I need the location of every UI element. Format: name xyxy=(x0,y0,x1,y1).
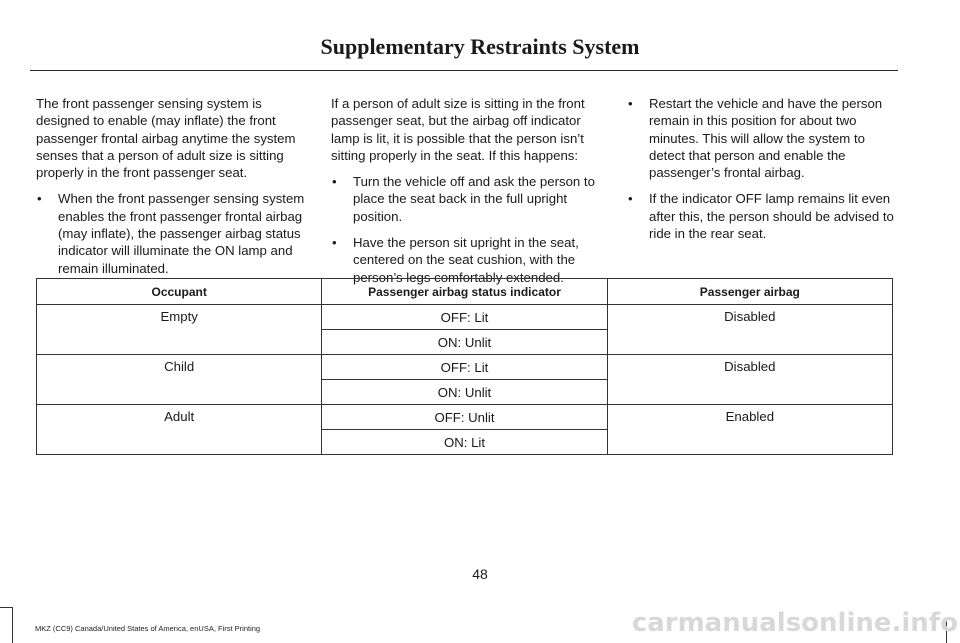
text-column-2 xyxy=(331,95,601,295)
indicator-off-cell: OFF: Lit xyxy=(322,355,607,380)
list-item-text: Have the person sit upright in the seat, centered on the seat cushion, with the person’s legs comfortably extended. xyxy=(353,235,579,285)
crop-mark-left-vertical xyxy=(12,607,13,643)
bullet-icon: • xyxy=(628,191,633,207)
bullet-icon: • xyxy=(332,235,337,251)
airbag-cell: Disabled xyxy=(607,305,892,355)
text-column-3 xyxy=(627,95,897,251)
list-item xyxy=(627,95,897,181)
header-occupant: Occupant xyxy=(37,279,322,305)
list-item xyxy=(627,190,897,242)
indicator-off-cell: OFF: Unlit xyxy=(322,405,607,430)
list-item-text: Turn the vehicle off and ask the person to place the seat back in the full upright position. xyxy=(353,174,595,224)
airbag-cell: Enabled xyxy=(607,405,892,455)
indicator-on-cell: ON: Lit xyxy=(322,430,607,455)
bullet-icon: • xyxy=(37,191,42,207)
bullet-icon: • xyxy=(628,96,633,111)
list-item-text: If the indicator OFF lamp remains lit even after this, the person should be advised to ride in the rear seat. xyxy=(649,191,894,242)
table-row xyxy=(37,355,893,380)
list-item-text: Restart the vehicle and have the person remain in this position for about two minutes. This will allow the system to detect that person and enable the passenger’s frontal airbag. xyxy=(649,96,883,181)
list-item xyxy=(36,190,306,276)
intro-paragraph: The front passenger sensing system is designed to enable (may inflate) the front passenger frontal airbag anytime the system senses that a person of adult size is sitting properly in the front passenger seat. xyxy=(36,96,296,181)
bullet-icon: • xyxy=(332,174,337,190)
occupant-cell: Empty xyxy=(37,305,322,355)
bullet-list-1 xyxy=(36,190,306,276)
condition-paragraph: If a person of adult size is sitting in the front passenger seat, but the airbag off indicator lamp is lit, it is possible that the person isn’t sitting properly in the seat. If this happens: xyxy=(331,96,585,163)
page-number: 48 xyxy=(472,566,488,582)
header-divider xyxy=(30,70,898,71)
list-item xyxy=(331,173,601,225)
indicator-on-cell: ON: Unlit xyxy=(322,330,607,355)
header-indicator: Passenger airbag status indicator xyxy=(322,279,607,305)
table-row xyxy=(37,305,893,330)
page-title: Supplementary Restraints System xyxy=(320,34,640,59)
indicator-on-cell: ON: Unlit xyxy=(322,380,607,405)
edition-footer: MKZ (CC9) Canada/United States of America, enUSA, First Printing xyxy=(35,624,261,633)
airbag-status-table xyxy=(36,278,893,455)
indicator-off-cell: OFF: Lit xyxy=(322,305,607,330)
bullet-list-3 xyxy=(627,95,897,242)
table-row xyxy=(37,405,893,430)
list-item-text: When the front passenger sensing system enables the front passenger frontal airbag (may inflate), the passenger airbag status indicator will illuminate the ON lamp and remain illuminated. xyxy=(58,191,305,276)
bullet-list-2 xyxy=(331,173,601,286)
occupant-cell: Child xyxy=(37,355,322,405)
occupant-cell: Adult xyxy=(37,405,322,455)
text-column-1 xyxy=(36,95,306,286)
watermark-logo: carmanualsonline.info xyxy=(631,608,958,638)
header-airbag: Passenger airbag xyxy=(607,279,892,305)
airbag-cell: Disabled xyxy=(607,355,892,405)
table-header-row xyxy=(37,279,893,305)
crop-mark-left-horizontal xyxy=(0,607,12,608)
